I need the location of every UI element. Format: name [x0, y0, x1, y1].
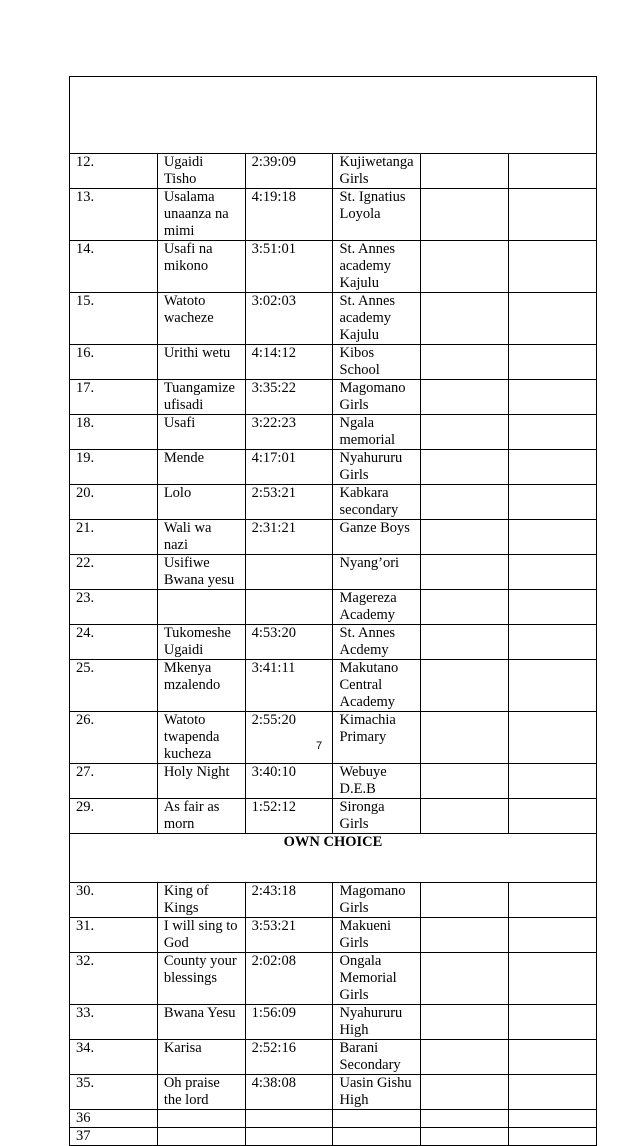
entry-title: Holy Night	[157, 764, 245, 799]
entry-time: 2:53:21	[245, 485, 333, 520]
entry-time: 4:17:01	[245, 450, 333, 485]
entry-blank-1	[421, 485, 509, 520]
blank-header-cell	[70, 77, 597, 154]
entry-blank-2	[509, 450, 597, 485]
table-row	[70, 1040, 597, 1075]
entry-school: Kujiwetanga Girls	[333, 154, 421, 189]
entry-blank-2	[509, 415, 597, 450]
entry-title: Usalama unaanza na mimi	[157, 189, 245, 241]
entry-time: 3:41:11	[245, 660, 333, 712]
table-row	[70, 293, 597, 345]
table-row	[70, 953, 597, 1005]
entry-title: Urithi wetu	[157, 345, 245, 380]
entry-time	[245, 590, 333, 625]
table-row	[70, 555, 597, 590]
entry-blank-1	[421, 1075, 509, 1110]
entry-school: Barani Secondary	[333, 1040, 421, 1075]
entry-time: 3:22:23	[245, 415, 333, 450]
entry-time	[245, 1128, 333, 1146]
entry-school: Kabkara secondary	[333, 485, 421, 520]
entry-blank-2	[509, 555, 597, 590]
entry-time: 2:52:16	[245, 1040, 333, 1075]
entry-blank-2	[509, 883, 597, 918]
entry-blank-1	[421, 450, 509, 485]
entry-title: As fair as morn	[157, 799, 245, 834]
entry-time: 4:53:20	[245, 625, 333, 660]
entry-time: 2:39:09	[245, 154, 333, 189]
entry-number: 18.	[70, 415, 158, 450]
entry-time: 3:40:10	[245, 764, 333, 799]
entry-school: Kimachia Primary	[333, 712, 421, 764]
entry-school: Uasin Gishu High	[333, 1075, 421, 1110]
entry-time: 4:19:18	[245, 189, 333, 241]
entry-title: Karisa	[157, 1040, 245, 1075]
entry-blank-1	[421, 625, 509, 660]
entry-number: 35.	[70, 1075, 158, 1110]
entry-number: 14.	[70, 241, 158, 293]
entry-school: Nyang’ori	[333, 555, 421, 590]
entry-blank-2	[509, 1110, 597, 1128]
entry-number: 29.	[70, 799, 158, 834]
entry-blank-2	[509, 953, 597, 1005]
entry-blank-1	[421, 1110, 509, 1128]
entry-school: Magereza Academy	[333, 590, 421, 625]
entry-title: County your blessings	[157, 953, 245, 1005]
entry-title: Watoto wacheze	[157, 293, 245, 345]
entry-time: 2:02:08	[245, 953, 333, 1005]
page-number: 7	[315, 740, 323, 752]
entry-number: 23.	[70, 590, 158, 625]
entry-time	[245, 1110, 333, 1128]
entry-school: St. Annes academy Kajulu	[333, 293, 421, 345]
entry-time: 3:35:22	[245, 380, 333, 415]
entry-title: Mende	[157, 450, 245, 485]
entry-title: Lolo	[157, 485, 245, 520]
entry-time: 3:53:21	[245, 918, 333, 953]
entry-blank-1	[421, 345, 509, 380]
entry-blank-2	[509, 189, 597, 241]
entry-number: 15.	[70, 293, 158, 345]
entry-title: Tuangamize ufisadi	[157, 380, 245, 415]
entry-blank-2	[509, 380, 597, 415]
entry-blank-1	[421, 555, 509, 590]
entry-blank-1	[421, 590, 509, 625]
entry-time: 1:56:09	[245, 1005, 333, 1040]
section-row	[70, 834, 597, 883]
table-row	[70, 660, 597, 712]
entry-title: Usafi	[157, 415, 245, 450]
entry-school: Makueni Girls	[333, 918, 421, 953]
entry-school: Sironga Girls	[333, 799, 421, 834]
entry-school: Webuye D.E.B	[333, 764, 421, 799]
entry-number: 19.	[70, 450, 158, 485]
entry-blank-1	[421, 712, 509, 764]
entry-number: 27.	[70, 764, 158, 799]
entry-number: 12.	[70, 154, 158, 189]
entry-school	[333, 1128, 421, 1146]
entry-title: Watoto twapenda kucheza	[157, 712, 245, 764]
entry-blank-1	[421, 883, 509, 918]
entry-number: 26.	[70, 712, 158, 764]
table-row	[70, 1128, 597, 1146]
table-row	[70, 154, 597, 189]
entry-number: 33.	[70, 1005, 158, 1040]
table-row	[70, 1075, 597, 1110]
entry-blank-1	[421, 1128, 509, 1146]
entry-number: 37	[70, 1128, 158, 1146]
entry-blank-2	[509, 918, 597, 953]
entry-blank-1	[421, 415, 509, 450]
entry-time: 3:02:03	[245, 293, 333, 345]
entry-school: Ngala memorial	[333, 415, 421, 450]
entry-blank-1	[421, 154, 509, 189]
entry-title	[157, 1128, 245, 1146]
entry-title	[157, 1110, 245, 1128]
entry-number: 31.	[70, 918, 158, 953]
entry-school: St. Ignatius Loyola	[333, 189, 421, 241]
entry-number: 13.	[70, 189, 158, 241]
entry-blank-1	[421, 293, 509, 345]
entry-blank-2	[509, 1005, 597, 1040]
entry-time: 1:52:12	[245, 799, 333, 834]
entry-title: Bwana Yesu	[157, 1005, 245, 1040]
entry-title: Wali wa nazi	[157, 520, 245, 555]
entry-blank-2	[509, 485, 597, 520]
section-title: OWN CHOICE	[70, 834, 597, 883]
entry-blank-1	[421, 241, 509, 293]
entry-number: 25.	[70, 660, 158, 712]
entry-number: 16.	[70, 345, 158, 380]
entry-number: 34.	[70, 1040, 158, 1075]
entry-title: Mkenya mzalendo	[157, 660, 245, 712]
table-row	[70, 712, 597, 764]
entry-title: I will sing to God	[157, 918, 245, 953]
entry-title: Usifiwe Bwana yesu	[157, 555, 245, 590]
table-row	[70, 415, 597, 450]
entry-number: 32.	[70, 953, 158, 1005]
entry-school: Magomano Girls	[333, 883, 421, 918]
entry-blank-2	[509, 1128, 597, 1146]
entry-blank-2	[509, 345, 597, 380]
entry-blank-1	[421, 953, 509, 1005]
entry-title: Usafi na mikono	[157, 241, 245, 293]
table-row	[70, 799, 597, 834]
entry-school	[333, 1110, 421, 1128]
entry-number: 22.	[70, 555, 158, 590]
entry-school: Nyahururu Girls	[333, 450, 421, 485]
entry-blank-1	[421, 1005, 509, 1040]
entry-blank-1	[421, 918, 509, 953]
table-row	[70, 485, 597, 520]
table-row	[70, 380, 597, 415]
entry-number: 30.	[70, 883, 158, 918]
entry-blank-2	[509, 520, 597, 555]
table-row	[70, 918, 597, 953]
entry-blank-1	[421, 764, 509, 799]
entry-time: 3:51:01	[245, 241, 333, 293]
entry-time: 2:55:20	[245, 712, 333, 764]
entry-time	[245, 555, 333, 590]
entry-number: 36	[70, 1110, 158, 1128]
entry-blank-2	[509, 241, 597, 293]
entry-school: Nyahururu High	[333, 1005, 421, 1040]
table-row	[70, 625, 597, 660]
entry-time: 4:38:08	[245, 1075, 333, 1110]
table-row	[70, 345, 597, 380]
entry-blank-2	[509, 625, 597, 660]
entry-number: 20.	[70, 485, 158, 520]
entry-school: Kibos School	[333, 345, 421, 380]
entry-time: 4:14:12	[245, 345, 333, 380]
entry-time: 2:43:18	[245, 883, 333, 918]
entry-blank-1	[421, 660, 509, 712]
table-row	[70, 450, 597, 485]
table-row	[70, 241, 597, 293]
entry-school: St. Annes Acdemy	[333, 625, 421, 660]
entry-school: Ongala Memorial Girls	[333, 953, 421, 1005]
entry-blank-1	[421, 189, 509, 241]
entry-blank-2	[509, 1040, 597, 1075]
entry-blank-2	[509, 712, 597, 764]
entry-blank-2	[509, 764, 597, 799]
entry-school: St. Annes academy Kajulu	[333, 241, 421, 293]
entry-blank-1	[421, 1040, 509, 1075]
entries-table	[69, 76, 597, 1146]
table-row	[70, 764, 597, 799]
entry-blank-2	[509, 1075, 597, 1110]
entry-number: 17.	[70, 380, 158, 415]
entry-blank-2	[509, 154, 597, 189]
table-row	[70, 520, 597, 555]
entry-blank-1	[421, 799, 509, 834]
entry-blank-1	[421, 520, 509, 555]
entry-blank-2	[509, 799, 597, 834]
entry-number: 24.	[70, 625, 158, 660]
entry-school: Magomano Girls	[333, 380, 421, 415]
table-header-row	[70, 77, 597, 154]
entry-title	[157, 590, 245, 625]
table-row	[70, 1005, 597, 1040]
table-row	[70, 1110, 597, 1128]
entry-title: King of Kings	[157, 883, 245, 918]
entry-blank-2	[509, 590, 597, 625]
entry-title: Ugaidi Tisho	[157, 154, 245, 189]
entry-blank-2	[509, 660, 597, 712]
table-row	[70, 189, 597, 241]
entry-number: 21.	[70, 520, 158, 555]
entry-title: Tukomeshe Ugaidi	[157, 625, 245, 660]
table-row	[70, 590, 597, 625]
entry-blank-2	[509, 293, 597, 345]
entry-time: 2:31:21	[245, 520, 333, 555]
entry-school: Ganze Boys	[333, 520, 421, 555]
entry-title: Oh praise the lord	[157, 1075, 245, 1110]
entry-school: Makutano Central Academy	[333, 660, 421, 712]
entry-blank-1	[421, 380, 509, 415]
table-row	[70, 883, 597, 918]
